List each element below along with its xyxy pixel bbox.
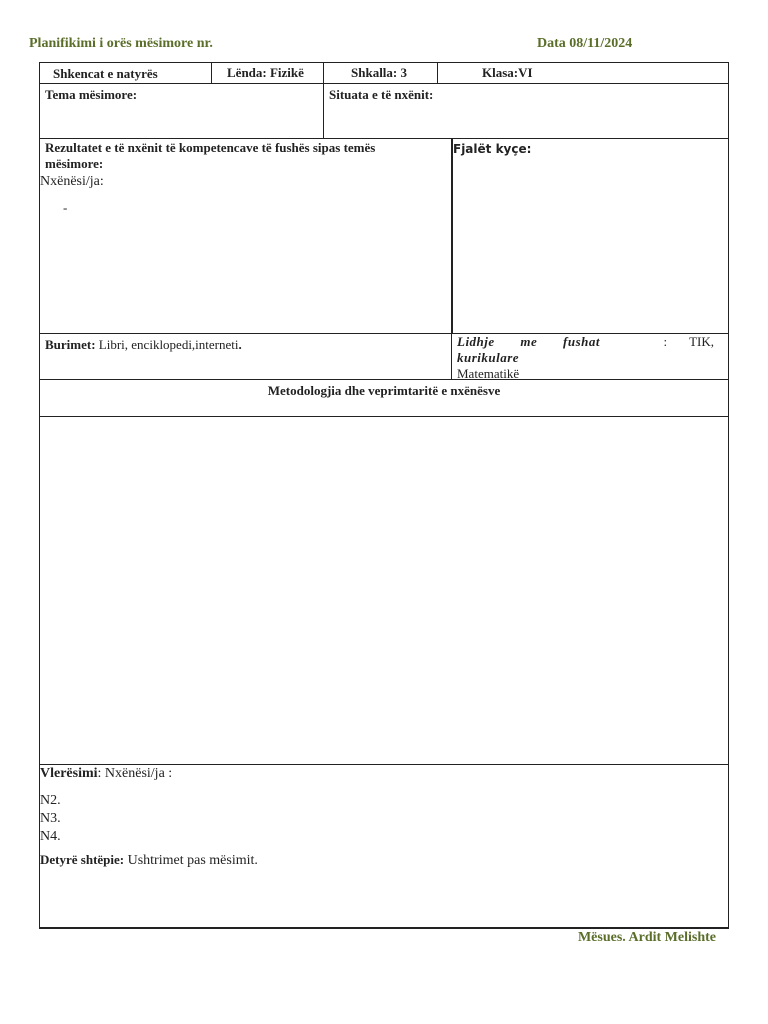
results-label-1: Rezultatet e të nxënit të kompetencave të fushës sipas temës — [45, 140, 376, 155]
sources-divider — [451, 333, 452, 380]
homework-value: Ushtrimet pas mësimit. — [124, 853, 258, 868]
evaluation-line — [40, 766, 172, 782]
links-right — [663, 334, 714, 366]
links-colon: : — [663, 334, 668, 349]
topic-divider — [323, 83, 324, 139]
date-label: Data 08/11/2024 — [537, 36, 633, 51]
plan-title: Planifikimi i orës mësimore nr. — [29, 36, 213, 51]
links-value-1: TIK, — [689, 334, 714, 349]
topic-label: Tema mësimore: — [45, 87, 138, 102]
homework-label: Detyrë shtëpie: — [40, 852, 125, 867]
level-item: N2. — [40, 793, 61, 808]
links-label: Lidhje me fushat kurikulare — [457, 334, 601, 365]
sources-value: Libri, enciklopedi,interneti — [95, 337, 239, 352]
keywords-label: Fjalët kyçe: — [453, 142, 532, 156]
methodology-body — [39, 416, 729, 765]
teacher-signature: Mësues. Ardit Melishte — [577, 930, 716, 945]
evaluation-label: Vlerësimi — [40, 766, 98, 781]
levels-list — [40, 792, 61, 846]
evaluation-row — [39, 764, 729, 929]
links-text — [457, 334, 714, 382]
results-label-2: mësimore: — [45, 156, 104, 171]
results-divider — [451, 138, 453, 334]
links-value-2: Matematikë — [457, 366, 520, 381]
links-line-1 — [457, 334, 714, 366]
level-item: N4. — [40, 829, 61, 844]
sources-label: Burimet: — [45, 337, 96, 352]
situation-label: Situata e të nxënit: — [329, 87, 434, 102]
methodology-title: Metodologjia dhe veprimtaritë e nxënësve — [267, 383, 501, 398]
grade-label: Shkalla: 3 — [351, 65, 407, 80]
student-label: Nxënësi/ja: — [40, 174, 104, 189]
bullet-dash: - — [63, 200, 68, 215]
results-row — [39, 138, 729, 334]
homework-line — [40, 852, 258, 869]
field-label: Shkencat e natyrës — [53, 66, 158, 81]
class-label: Klasa:VI — [482, 65, 533, 80]
sources-period: . — [238, 337, 242, 352]
sources-text — [45, 337, 242, 353]
subject-label: Lënda: Fizikë — [227, 65, 304, 80]
evaluation-rest: : Nxënësi/ja : — [97, 766, 173, 781]
level-item: N3. — [40, 811, 61, 826]
